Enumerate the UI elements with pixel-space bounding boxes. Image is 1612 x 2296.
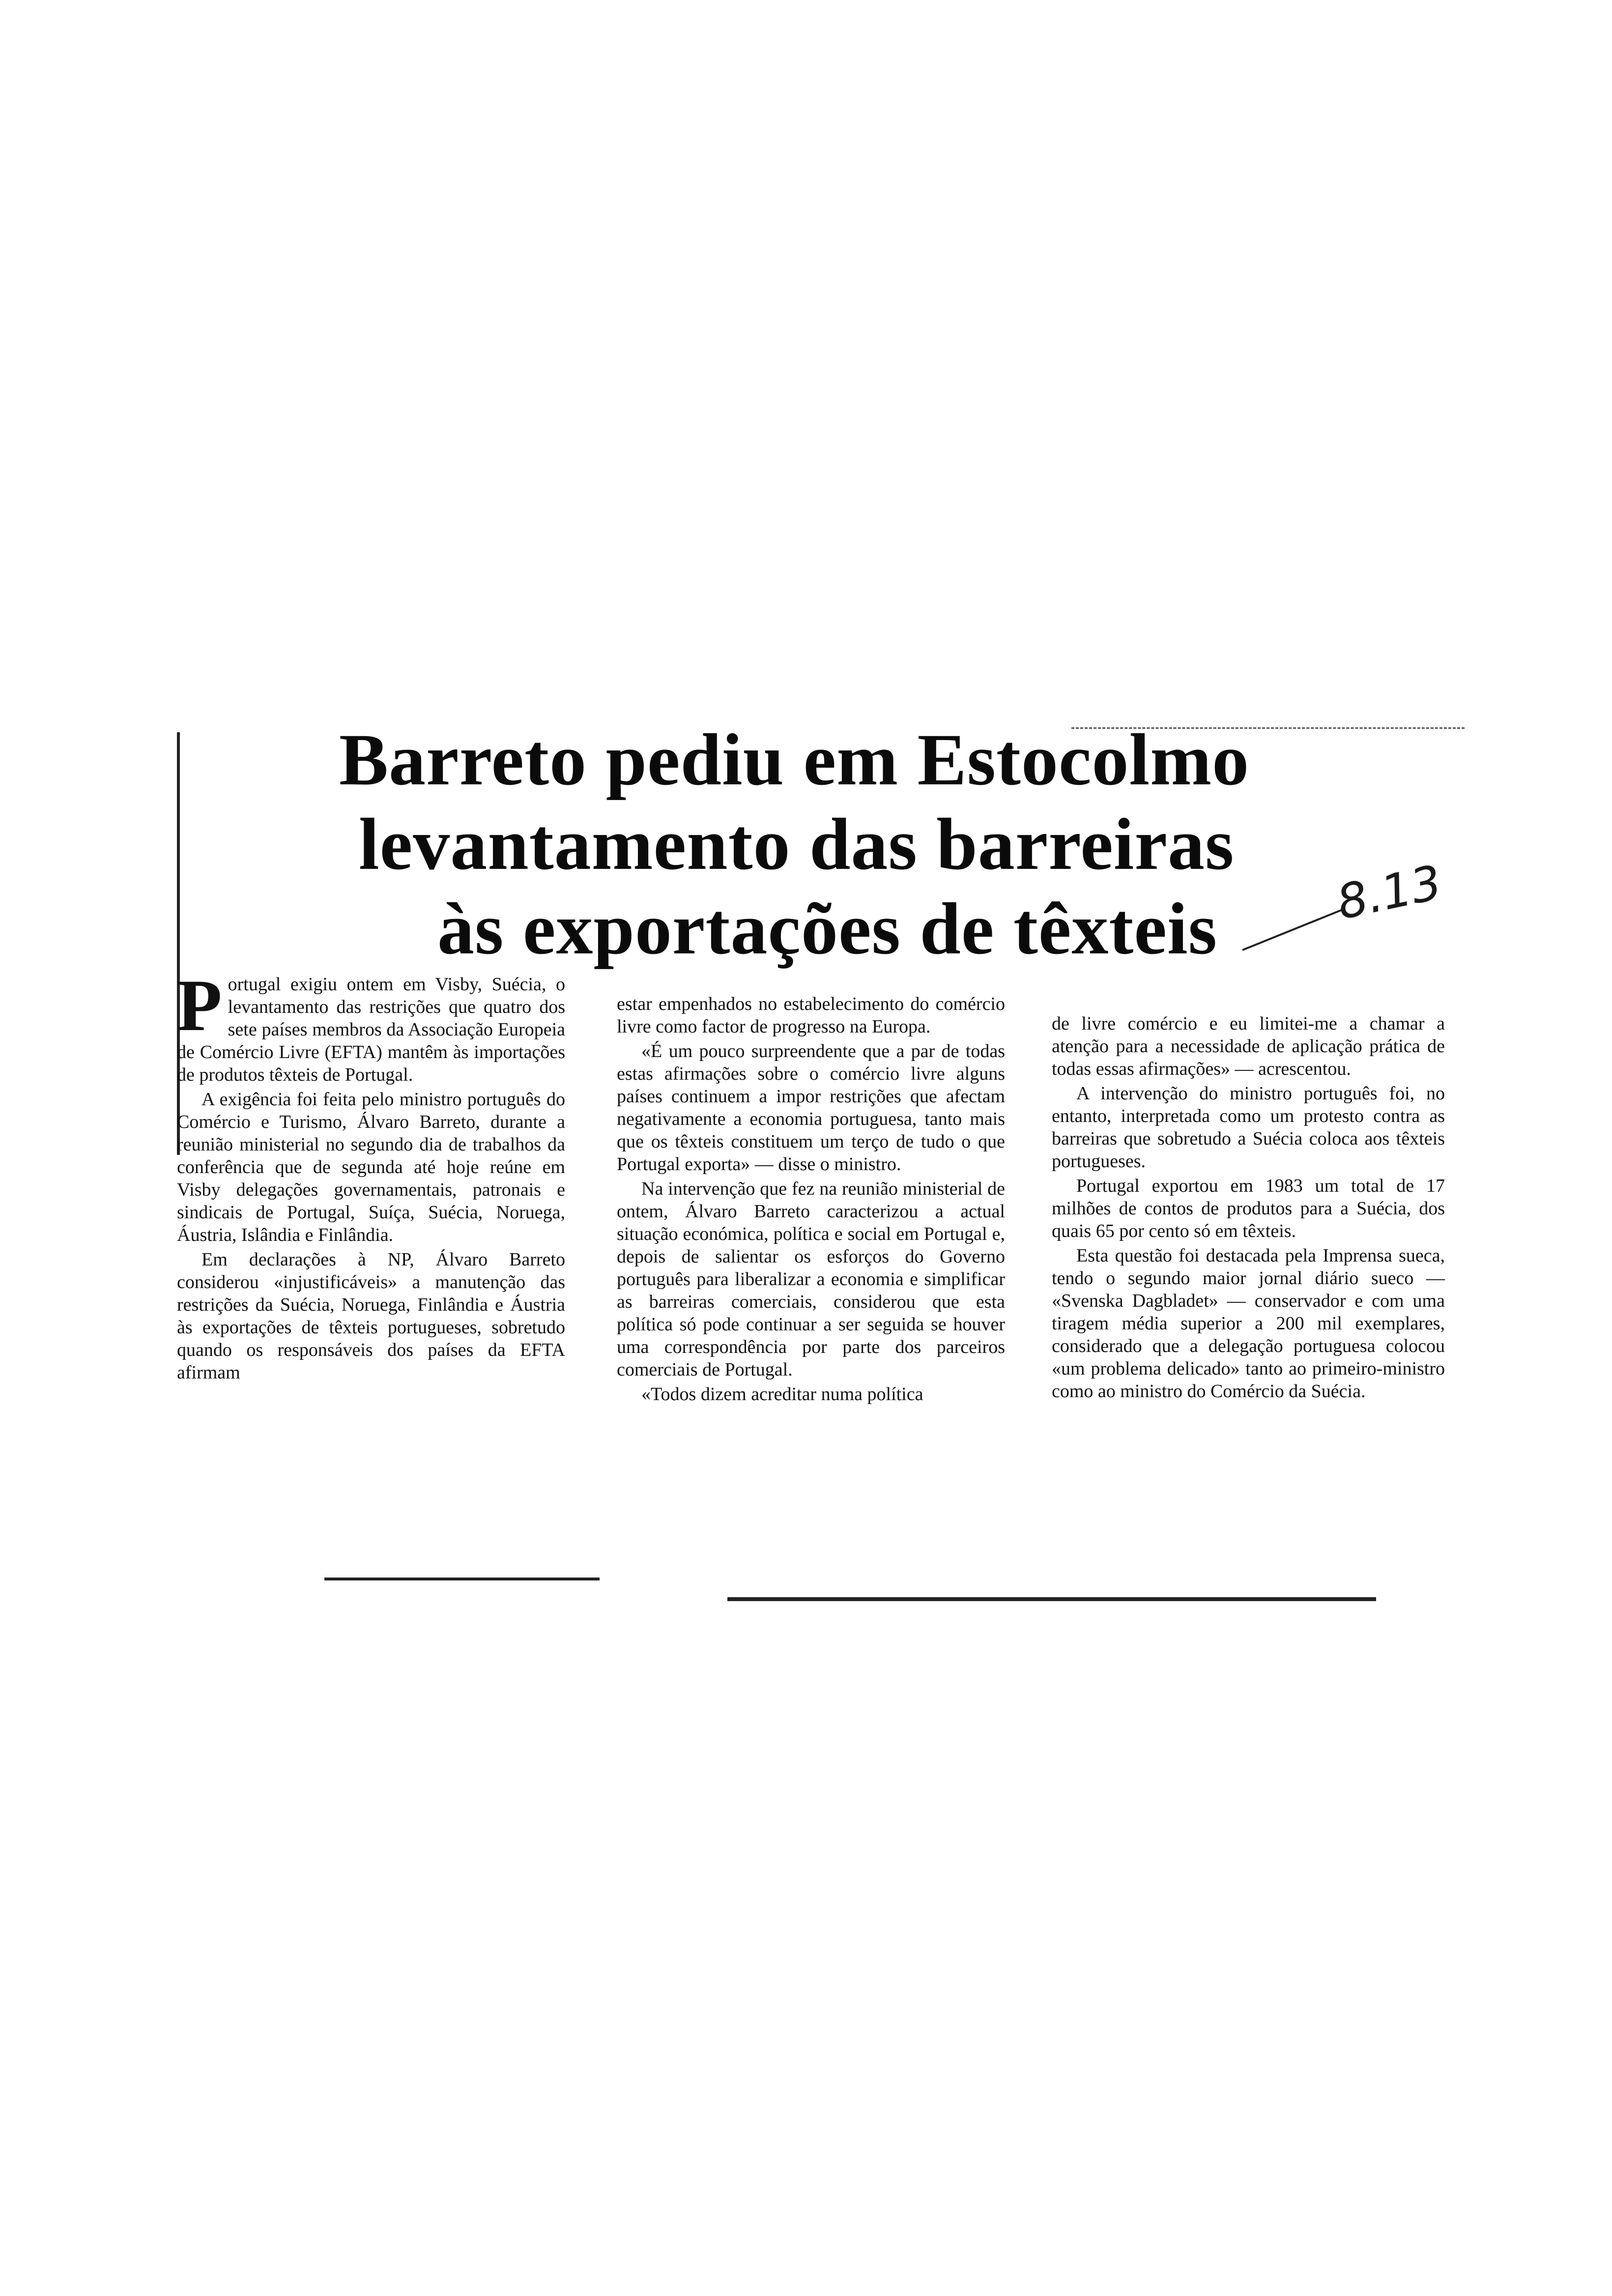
column-3 [1052, 1012, 1445, 1405]
paragraph: de livre comércio e eu limitei-me a chamar a atenção para a necessidade de aplicação prática de todas essas afirmações» — acrescentou. [1052, 1013, 1445, 1079]
headline-line-1: Barreto pediu em Estocolmo [339, 719, 1250, 801]
paragraph: Portugal exportou em 1983 um total de 17 milhões de contos de produtos para a Suécia, dos quais 65 por cento só em têxteis. [1052, 1176, 1445, 1241]
newspaper-clipping [167, 678, 1465, 1641]
paragraph: A intervenção do ministro português foi, no entanto, interpretada como um protesto contra as barreiras que sobretudo a Suécia coloca aos têxteis portugueses. [1052, 1083, 1445, 1172]
paragraph: «É um pouco surpreendente que a par de todas estas afirmações sobre o comércio livre alguns países continuem a impor restrições que afectam negativamente a economia portuguesa, tanto mais que os têxteis constituem um terço de tudo o que Portugal exporta» — disse o ministro. [617, 1041, 1005, 1175]
bottom-rule-left [324, 1578, 600, 1580]
headline-line-2: levantamento das barreiras [359, 804, 1235, 885]
paragraph: Na intervenção que fez na reunião ministerial de ontem, Álvaro Barreto caracterizou a actual situação económica, política e social em Portugal e, depois de salientar os esforços do Governo português para liberalizar a economia e simplificar as barreiras comerciais, considerou que esta política só pode continuar a ser seguida se houver uma correspondência por parte dos parceiros comerciais de Portugal. [617, 1178, 1005, 1380]
paragraph: Em declarações à NP, Álvaro Barreto considerou «injustificáveis» a manutenção das restrições da Suécia, Noruega, Finlândia e Áustria às exportações de têxteis portugueses, sobretudo quando os responsáveis dos países da EFTA afirmam [177, 1249, 565, 1383]
headline-line-3: às exportações de têxteis [437, 888, 1218, 970]
paragraph: «Todos dizem acreditar numa política [641, 1384, 923, 1405]
headline [280, 718, 1410, 971]
paragraph [177, 965, 565, 1086]
article-body [177, 965, 1465, 1612]
column-1 [177, 965, 565, 1386]
column-2 [617, 993, 1005, 1407]
paragraph: A exigência foi feita pelo ministro português do Comércio e Turismo, Álvaro Barreto, durante a reunião ministerial no segundo dia de trabalhos da conferência que de segunda até hoje reúne em Visby delegações governamentais, patronais e sindicais de Portugal, Suíça, Suécia, Noruega, Áustria, Islândia e Finlândia. [177, 1089, 565, 1245]
handwritten-note: 8.13 [1332, 855, 1447, 930]
drop-cap: P [177, 965, 222, 1046]
paragraph: Esta questão foi destacada pela Imprensa sueca, tendo o segundo maior jornal diário sueco — «Svenska Dagbladet» — conservador e com uma tiragem média superior a 200 mil exemplares, considerado que a delegação portuguesa colocou «um problema delicado» tanto ao primeiro-ministro como ao ministro do Comércio da Suécia. [1052, 1245, 1445, 1402]
paragraph: estar empenhados no estabelecimento do comércio livre como factor de progresso na Europa. [617, 994, 1005, 1037]
paragraph-text: ortugal exigiu ontem em Visby, Suécia, o levantamento das restrições que quatro dos sete países membros da Associação Europeia de Comércio Livre (EFTA) mantêm às importações de produtos têxteis de Portugal. [177, 974, 565, 1085]
bottom-rule-right [727, 1597, 1376, 1601]
